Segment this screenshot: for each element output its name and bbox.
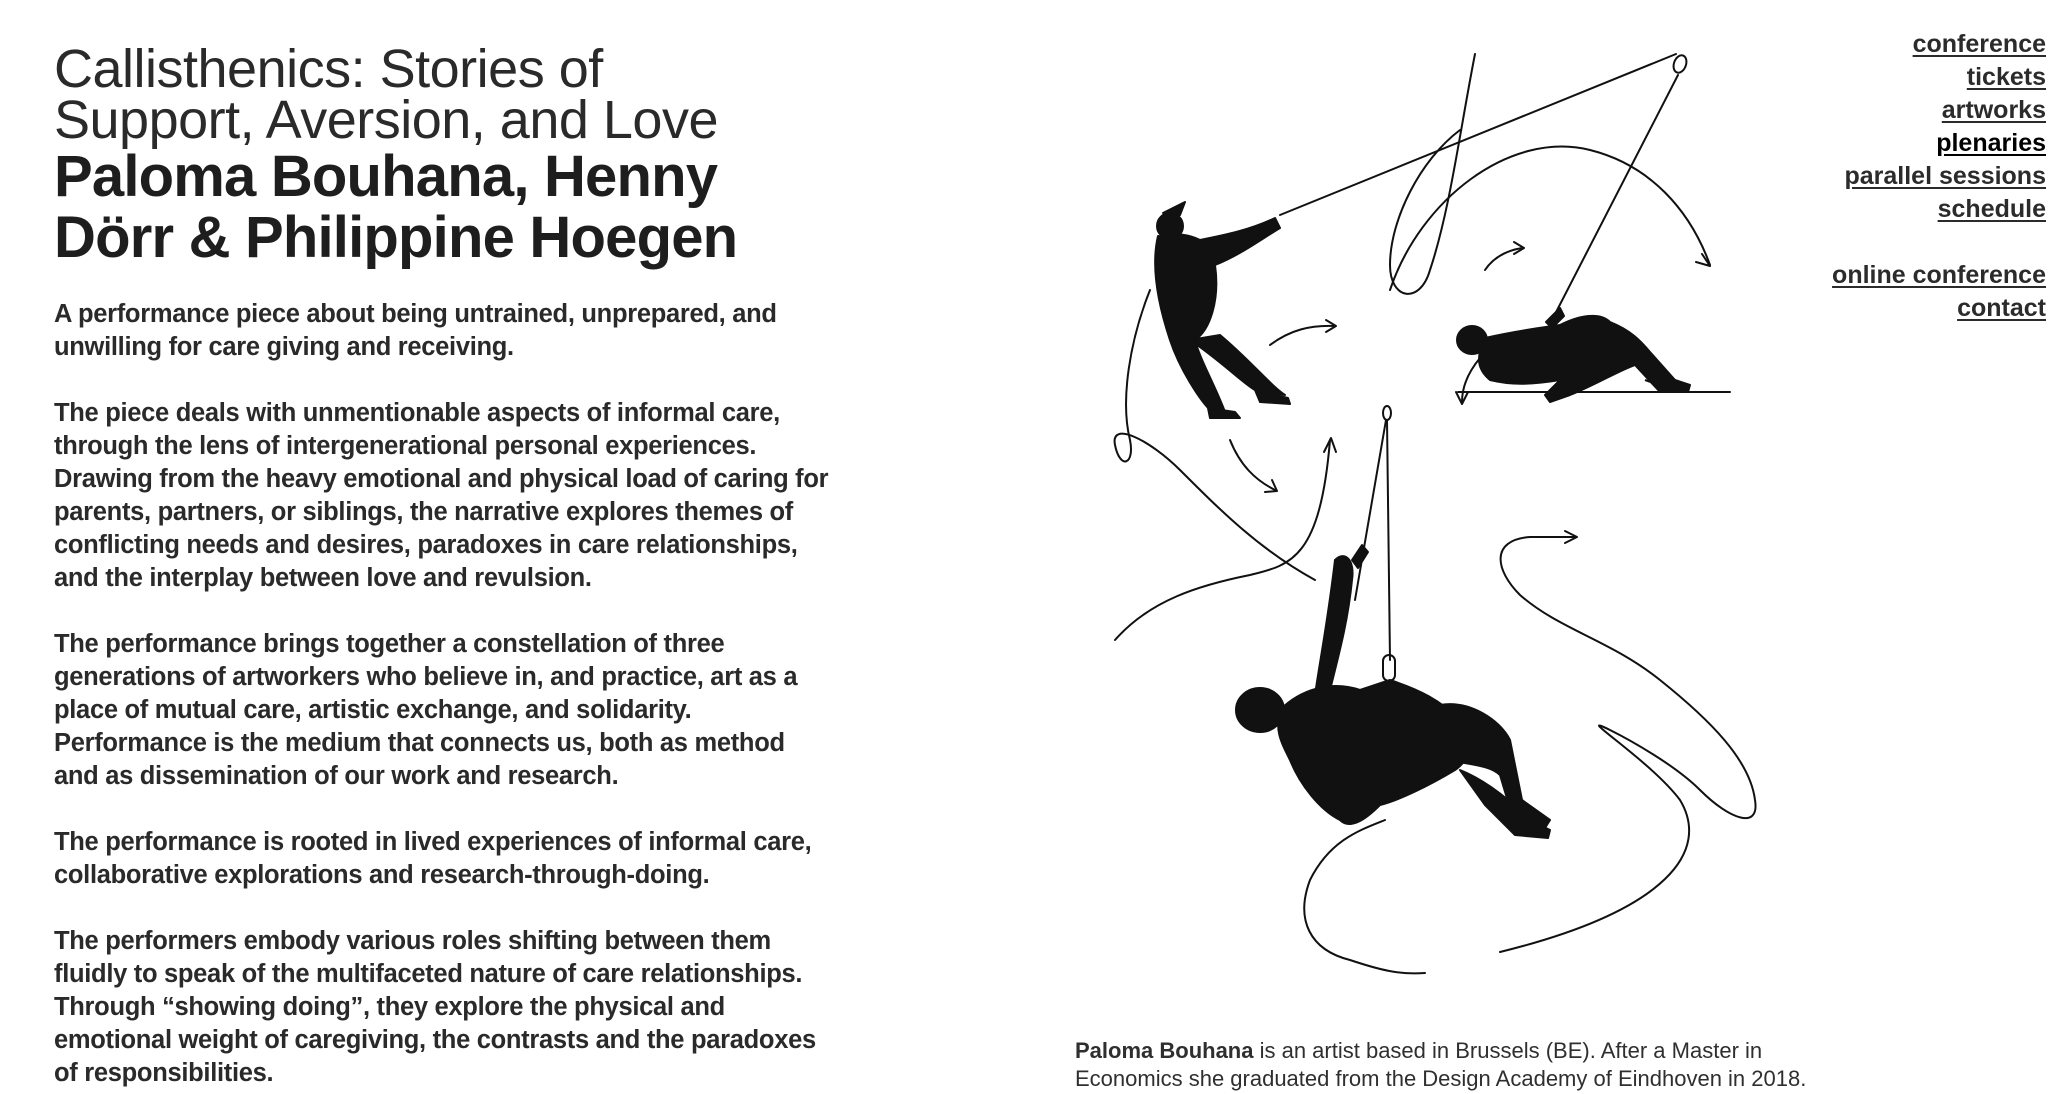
arrow-line xyxy=(1390,147,1710,290)
figure-hanging xyxy=(1236,545,1550,838)
arrow-line xyxy=(1230,440,1275,490)
nav-link-artworks[interactable]: artworks xyxy=(1941,96,2046,124)
nav-link-conference[interactable]: conference xyxy=(1912,30,2046,58)
nav-link-parallel-sessions[interactable]: parallel sessions xyxy=(1844,162,2046,190)
paragraph: The piece deals with unmentionable aspects of informal care, through the lens of intergenerational personal experiences. Drawing from the heavy emotional and physical load of caring for parents, partners, or siblings, the narrative explores themes of conflicting needs and desires, paradoxes in care relationships, and the interplay between love and revulsion. xyxy=(54,399,829,592)
title-bold-line-2: Dörr & Philippine Hoegen xyxy=(54,205,738,270)
nav-link-plenaries[interactable]: plenaries xyxy=(1936,129,2046,157)
content-column xyxy=(54,39,834,1094)
artist-caption xyxy=(1075,1037,1855,1093)
artist-name: Paloma Bouhana xyxy=(1075,1038,1254,1063)
scribble-line xyxy=(1115,290,1315,580)
paragraph: A performance piece about being untrained, unprepared, and unwilling for care giving and receiving. xyxy=(54,300,777,361)
title-light-line-1: Callisthenics: Stories of xyxy=(54,39,603,99)
arrow-line xyxy=(1270,326,1335,345)
nav-link-schedule[interactable]: schedule xyxy=(1937,195,2046,223)
nav-link-contact[interactable]: contact xyxy=(1957,294,2046,322)
rope-line xyxy=(1387,420,1390,660)
title-light-line-2: Support, Aversion, and Love xyxy=(54,90,718,150)
pulley-icon xyxy=(1383,406,1391,420)
paragraph: The performance is rooted in lived experiences of informal care, collaborative explorations and research-through-doing. xyxy=(54,828,812,889)
rope-line xyxy=(1552,75,1678,320)
description xyxy=(54,298,834,1090)
scribble-line xyxy=(1500,537,1756,952)
rope-line xyxy=(1355,420,1386,600)
nav-link-online-conference[interactable]: online conference xyxy=(1832,261,2046,289)
paragraph: The performers embody various roles shifting between them fluidly to speak of the multifaceted nature of care relationships. Through “showing doing”, they explore the physical and emotional weight of caregiving, the contrasts and the paradoxes of responsibilities. xyxy=(54,927,816,1087)
nav-link-tickets[interactable]: tickets xyxy=(1966,63,2046,91)
rope-line xyxy=(1280,54,1676,215)
figure-pulling xyxy=(1155,202,1290,418)
figure-reclining xyxy=(1457,308,1690,402)
scribble-line xyxy=(1115,440,1330,640)
performance-illustration xyxy=(1090,40,1790,1000)
caption-text-line-2: Economics she graduated from the Design Academy of Eindhoven in 2018. xyxy=(1075,1066,1807,1091)
main-nav xyxy=(1832,28,2046,325)
caption-text-line-1: is an artist based in Brussels (BE). After a Master in xyxy=(1253,1038,1763,1063)
nav-spacer xyxy=(1832,226,2046,259)
scribble-line xyxy=(1304,820,1425,973)
page-title xyxy=(54,39,834,270)
pulley-icon xyxy=(1671,53,1688,74)
arrow-line xyxy=(1462,358,1480,402)
arrow-line xyxy=(1485,248,1522,270)
title-bold-line-1: Paloma Bouhana, Henny xyxy=(54,144,718,209)
paragraph: The performance brings together a constellation of three generations of artworkers who believe in, and practice, art as a place of mutual care, artistic exchange, and solidarity. Performance is the medium that connects us, both as method and as dissemination of our work and research. xyxy=(54,630,798,790)
